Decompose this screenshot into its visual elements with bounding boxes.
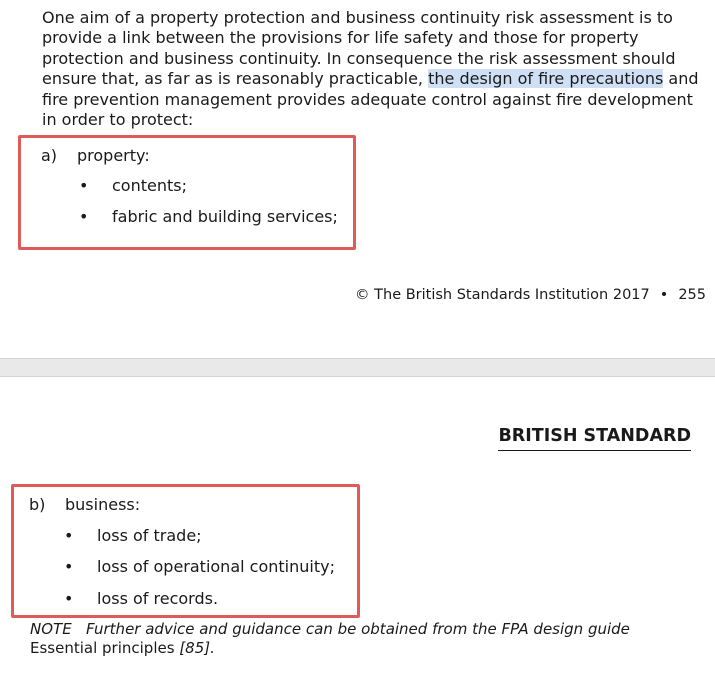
note-reference-title: Essential principles <box>30 639 175 657</box>
page-divider <box>0 358 715 377</box>
bullet-text: loss of operational continuity; <box>97 557 335 576</box>
highlighted-text-selection[interactable]: the design of fire precautions <box>428 69 664 89</box>
paragraph-text-continued: and fire prevention management provides adequate control against fire development in order to protect: <box>42 69 699 130</box>
footer-separator: • <box>659 287 669 303</box>
paragraph-text: One aim of a property protection and business continuity risk assessment is to provide a link between the provisions for life safety and those for property protection and business continuity. In consequence the risk assessment should ensure that, as far as is reasonably practicable, <box>42 8 676 89</box>
list-item-b <box>29 495 140 514</box>
list-label-b: b) <box>29 495 46 514</box>
bullet-icon: • <box>79 207 89 226</box>
bullet-text: fabric and building services; <box>112 207 338 226</box>
bullet-text: loss of trade; <box>97 526 202 545</box>
bullet-text: loss of records. <box>97 589 219 608</box>
running-header: BRITISH STANDARD <box>498 426 691 451</box>
bullet-text: contents; <box>112 176 187 195</box>
note-text: Further advice and guidance can be obtained from the FPA design guide <box>85 620 630 638</box>
note-reference-number: [85]. <box>179 639 215 657</box>
note-label: NOTE <box>30 620 72 638</box>
list-item-a <box>41 146 150 165</box>
page-footer <box>355 287 706 303</box>
page-number: 255 <box>678 287 706 303</box>
list-item-b-text: business: <box>65 495 141 514</box>
copyright-text: © The British Standards Institution 2017 <box>355 287 650 303</box>
bullet-icon: • <box>64 589 74 608</box>
note-paragraph <box>30 620 700 658</box>
bullet-icon: • <box>64 557 74 576</box>
bullet-icon: • <box>79 176 89 195</box>
body-paragraph <box>42 8 702 130</box>
list-item-a-text: property: <box>77 146 150 165</box>
bullet-icon: • <box>64 526 74 545</box>
list-label-a: a) <box>41 146 58 165</box>
